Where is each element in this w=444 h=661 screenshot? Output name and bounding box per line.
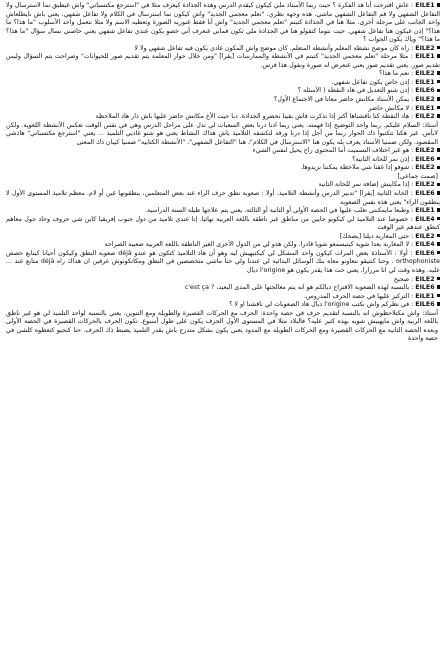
bullet-icon <box>437 54 440 57</box>
bullet-icon <box>437 208 440 211</box>
transcript-turn: EILE6 : في نظركم واش نكتب l'origine ديال هاد الصعوبات لي ناقشنا او لا ؟ <box>6 301 440 310</box>
transcript-turn: EILE6 : إذن نمر للخانة الثانية؟ <box>6 156 440 165</box>
speaker-label: EILE2 <box>415 70 435 78</box>
turn-text: عاش اقترحت أنا هذ الفكرة ؟ حيث ربما الأستاذ ملي كيكون كيقدم الدرس وهذه الجذاذة كيعرف مثلا في "استرجع مكتسباتي" واش غيطبق نما لاسترسال ولا التفاعل الشفهي ولا قم التفاعل الشفهي ماشي. هذه وجهة نظري. "تعلم معجمي الجديد" واش كيكون نما استرسال في الكلام ولا تفاعل شفهي. يعني باش نايطلعاش واحد الجانب على مرحلة أخرى. مثلا هنا في الجذاذة كتبتم "تعلم معجمي الجديد" واش أنا فقط غنوريه الصورة وتعطيه الاسم ولا مثلا نتعمل واحد الأسلوب "ما هذا؟ ما هذا؟" إذن غيكون هنا تفاعل شفهي. حيت نتوما كتقولو هنا في الجذاذة ملي تكون قماني غنعرف أني خصو يكون عندي تفاعل شفهي يعني خاصني نسال سؤال "ما هذا؟ ما هذا؟" وياك يكون الجواب ؟ <box>6 2 440 44</box>
turn-text: إذن شنو التعديل في هاد النقطة ( الأسئلة ؟ <box>297 87 410 95</box>
bullet-icon <box>437 183 440 186</box>
transcript-note <box>6 310 440 344</box>
bullet-icon <box>437 166 440 169</box>
bullet-icon <box>437 234 440 237</box>
speaker-label: EILE2 <box>415 164 435 172</box>
speaker-label: EILE6 <box>415 249 435 257</box>
transcript-turn: EILE2 : هاد النقطة كنا ناقشناها أكتر إذا تذكرت فاش بقينا نحضرو الجذاذة. دبا حيت الأخ مكانش حاضر عليها باش دار هاد الملاحظة <box>6 113 440 122</box>
turn-text: [صمت جماعي] <box>397 172 438 180</box>
speaker-label: EILE1 <box>415 78 435 86</box>
turn-text: شوفو إذا غقنا شي ملاحظة يمكننا نزيدوها. <box>300 164 410 172</box>
bullet-icon <box>437 46 440 49</box>
speaker-label: EILE6 <box>415 284 435 292</box>
bullet-icon <box>437 191 440 194</box>
bullet-icon <box>437 89 440 92</box>
speaker-label: EILE2 <box>415 96 435 104</box>
turn-text: إذن نمر للخانة الثانية؟ <box>352 155 410 163</box>
turn-text: نعم ما هذا؟ <box>379 70 410 78</box>
turn-text: التركيز عليها في حصة الحرف المدروس. <box>304 292 410 300</box>
transcript-turn: EILE2 : هو غير اختلاف التسميت أما المحتوى راح يحيل لنفس الشيء <box>6 147 440 156</box>
transcript-turn: EILE2 : صحيح <box>6 276 440 285</box>
transcript-turn: EILE2 : إذا مكاينش إضافة نمر للخانة الثانية <box>6 181 440 190</box>
speaker-label: EILE1 <box>415 2 435 9</box>
transcript-turn: EILE2 : شوفو إذا غقنا شي ملاحظة يمكننا نزيدوها. <box>6 164 440 173</box>
speaker-label: EILE4 <box>415 215 435 223</box>
turn-text: هو غير اختلاف التسميت أما المحتوى راح يحيل لنفس الشيء <box>252 147 410 155</box>
bullet-icon <box>437 302 440 305</box>
turn-text: صحيح <box>393 275 410 283</box>
speaker-label: EILE6 <box>415 301 435 309</box>
transcript-turn: EILE1 : عاش اقترحت أنا هذ الفكرة ؟ حيث ربما الأستاذ ملي كيكون كيقدم الدرس وهذه الجذاذة كيعرف مثلا في "استرجع مكتسباتي" واش غيطبق نما لاسترسال ولا التفاعل الشفهي ولا قم التفاعل الشفهي ماشي. هذه وجهة نظري. "تعلم معجمي الجديد" واش كيكون نما استرسال في الكلام ولا تفاعل شفهي. يعني باش نايطلعاش واحد الجانب على مرحلة أخرى. مثلا هنا في الجذاذة كتبتم "تعلم معجمي الجديد" واش أنا فقط غنوريه الصورة وتعطيه الاسم ولا مثلا نتعمل واحد الأسلوب "ما هذا؟ ما هذا؟" إذن غيكون هنا تفاعل شفهي. حيت نتوما كتقولو هنا في الجذاذة ملي تكون قماني غنعرف أني خصو يكون عندي تفاعل شفهي يعني خاصني نسال سؤال "ما هذا؟ ما هذا؟" وياك يكون الجواب ؟ <box>6 2 440 44</box>
speaker-label: EILE2 <box>415 113 435 121</box>
turn-text: يمكن الأستاذ مكانش حاضر معانا في الاجتماع الأول؟ <box>274 96 410 104</box>
transcript-note <box>6 122 440 148</box>
turn-text: مثلا مرحلة "تعلم معجمي الجديد" كتبتم في الأنشطة والممارسات [يقرا] "ومن خلال حوار المعلمة يتم تقديم صور للحيوانات" وصراحت يتم السؤال وليس تقديم صور. يعني تقديم صور يعني غنعرض له صورة ونقول هذا فرس. <box>6 53 440 69</box>
turn-text: أستاذ: واش مكتلاحظوش انه بالنسبة لتقديم حرف في حصة واحدة: الحرف مع الحركات القصيرة والطويلة ومع التنوين، يعني بالنسبة لواحد التلميذ لي هو غير ناطق باللغة الربية واش مايهبيش شويه بهذه كثير عليه؟ فالبلاد مثلا في المستوى الأول الحرف يكون على طول أسبوع. نكون الحرف بالحركات القصيرة في الحصة الأولى وبعده الحصة الثانية مع الحركات القصيرة ومع الحركات الطويلة مع المدود يعني يكون بشكل متدرج باش يقدر التلميذ يضبط ذك الحرف. حنا كنجيو كتعطوه كلشي في حصة واحدة <box>6 309 438 343</box>
transcript-turn: EILE2 : نعم ما هذا؟ <box>6 70 440 79</box>
speaker-label: EILE1 <box>415 292 435 300</box>
turn-text: راه كان موضح نشطة المعلم وأنشطة المتعلم. كان موضح واش المكون غادي يكون فيه تفاعل شفهي ولا لا <box>134 44 410 52</box>
bullet-icon <box>437 114 440 117</box>
speaker-label: EILE2 <box>415 44 435 52</box>
transcript-turn: EILE6 : أولا : الأستاذة بعض المرات كيكون واحد المشكل لي كيكتبهيش ليه وهو أن هاذ التلاميذ كتكون هو عندو déjà صعوبة النطق وكيكون أحيانا كيتابع حصص orthophoniste . وحنا كنتيقو نتعاونو معاه بنك الوسائل البدائية لي عندنا ولي حنا ماشي متخصصين في النطق ومكانكونوش عرفين ان هداك راه déjà متابع عند ... عليه. وهذه وقت لي انا مررارا. يعني حت هذا يقدر يكون هو l'origine ديال <box>6 249 440 274</box>
transcript-note <box>6 173 440 182</box>
speaker-label: EILE4 <box>415 241 435 249</box>
speaker-label: EILE1 <box>415 207 435 215</box>
transcript-turn: EILE6 : إذن شنو التعديل في هاد النقطة ( الأسئلة ؟ <box>6 87 440 96</box>
speaker-label: EILE1 <box>415 104 435 112</box>
bullet-icon <box>437 294 440 297</box>
turn-text: الخانة الثانية [يقرا] "تدبير الدرس وأنشطة التلاميذ. أولا : صعوبة نطق حرف الراء عند بعض المتعلمين، ينطقونها غين أو لام. معظم تلاميذ المستوى الأول لا ينطقون الراء" يعني هذه نفس الصعوبة <box>6 190 440 206</box>
turn-text: إذا مكاينش إضافة نمر للخانة الثانية <box>318 181 410 189</box>
turn-text: إذن خاص يكون تفاعل شفهي. <box>331 78 410 86</box>
turn-text: بالنسبة لهذه الصعوبة الاقتراح ديالكم هو انه يتم معالجتها على المدى البعيد، ? c'est ça <box>184 284 410 292</box>
bullet-icon <box>437 217 440 220</box>
bullet-icon <box>437 97 440 100</box>
speaker-label: EILE2 <box>415 232 435 240</box>
transcript-turn: EILE4 : خصوصا عند التلاميذ لي كيكونو جايين من مناطق غير ناطقة باللغة العربية نهائيا. إنا عندي تلاميذ من دول جنوب إفريقيا كاين شي حروف وخاد حول معاهم كنطق عندهم غير الوقت <box>6 215 440 232</box>
speaker-label: EILE2 <box>415 181 435 189</box>
speaker-label: EILE6 <box>415 190 435 198</box>
turn-text: في نظركم واش نكتب l'origine ديال هاد الصعوبات لي ناقشنا او لا ؟ <box>229 301 410 309</box>
bullet-icon <box>437 71 440 74</box>
bullet-icon <box>437 277 440 280</box>
speaker-label: EILE6 <box>415 155 435 163</box>
bullet-icon <box>437 251 440 254</box>
bullet-icon <box>437 285 440 288</box>
speaker-label: EILE6 <box>415 87 435 95</box>
bullet-icon <box>437 3 440 6</box>
speaker-label: EILE1 <box>415 53 435 61</box>
transcript-turn: EILE1 : مثلا مرحلة "تعلم معجمي الجديد" كتبتم في الأنشطة والممارسات [يقرا] "ومن خلال حوار المعلمة يتم تقديم صور للحيوانات" وصراحت يتم السؤال وليس تقديم صور. يعني تقديم صور يعني غنعرض له صورة ونقول هذا فرس. <box>6 53 440 69</box>
transcript-turn: EILE1 : لا مكانش حاضر <box>6 105 440 114</box>
transcript-turn: EILE1 : وطبعا مايمكنتي تغلب عليها في الحصة الأولى أو الثانية أو الثالثة. يعني يتم علاجها طيلة السنة الدراسية. <box>6 207 440 216</box>
transcript-turn: EILE2 : يمكن الأستاذ مكانش حاضر معانا في الاجتماع الأول؟ <box>6 96 440 105</box>
transcript-turn: EILE2 : حتى المغاربة ديلنا [يضحك] <box>6 233 440 242</box>
bullet-icon <box>437 157 440 160</box>
transcript-turn: EILE2 : راه كان موضح نشطة المعلم وأنشطة المتعلم. كان موضح واش المكون غادي يكون فيه تفاعل شفهي ولا لا <box>6 45 440 54</box>
transcript-turn: EILE6 : الخانة الثانية [يقرا] "تدبير الدرس وأنشطة التلاميذ. أولا : صعوبة نطق حرف الراء عند بعض المتعلمين، ينطقونها غين أو لام. معظم تلاميذ المستوى الأول لا ينطقون الراء" يعني هذه نفس الصعوبة <box>6 190 440 206</box>
turn-text: لا المغاربة بعدا شوية كيتيسمعو شويا قادرا. ولكن هذو لي من الدول الأخرى الغير الناطقة باللغة العربية صعيبة الصراحة <box>104 241 410 249</box>
turn-text: هاد النقطة كنا ناقشناها أكتر إذا تذكرت فاش بقينا نحضرو الجذاذة. دبا حيت الأخ مكانش حاضر عليها باش دار هاد الملاحظة <box>95 113 410 121</box>
bullet-icon <box>437 242 440 245</box>
transcript-turn: EILE4 : لا المغاربة بعدا شوية كيتيسمعو شويا قادرا. ولكن هذو لي من الدول الأخرى الغير الناطقة باللغة العربية صعيبة الصراحة <box>6 241 440 250</box>
turn-text: حتى المغاربة ديلنا [يضحك] <box>339 232 410 240</box>
speaker-label: EILE2 <box>415 275 435 283</box>
speaker-label: EILE2 <box>415 147 435 155</box>
bullet-icon <box>437 80 440 83</box>
transcript-turn: EILE1 : التركيز عليها في حصة الحرف المدروس. <box>6 293 440 302</box>
bullet-icon <box>437 148 440 151</box>
transcript-turn: EILE6 : بالنسبة لهذه الصعوبة الاقتراح ديالكم هو انه يتم معالجتها على المدى البعيد، ? c'est ça <box>6 284 440 293</box>
turn-text: لا مكانش حاضر <box>368 104 410 112</box>
turn-text: خصوصا عند التلاميذ لي كيكونو جايين من مناطق غير ناطقة باللغة العربية نهائيا. إنا عندي تلاميذ من دول جنوب إفريقيا كاين شي حروف وخاد حول معاهم كنطق عندهم غير الوقت <box>6 215 440 232</box>
bullet-icon <box>437 106 440 109</box>
turn-text: أستاذ: السلام عليكم. ربما واحد التوضيح إذا فهمته. يعني ربما ادنا درنا بعض السعبات لي تدل على مراحل الدرس وهي في نفس الوقت تعكس الأنشطة اللغوية. ولكن لابأس. غير هكنا نتكتبوا ذك الحوار ربما من أجل إذا درنا ورقة لتكشفه التلاميذ باش هذاك النشاط يعني هو شنو غاديي التلميذ ... يعني "استرجع مكتسباتي" هاذشي المقصود. ولكن ضمنيا الأستاذ يعرف بله يكون هنا "الاسترسال في الكلام"، هنا "التفاعل الشفهي"، "الأنشطة الكتابية" ضمنيا كيبان ذك المعنى <box>6 121 438 146</box>
turn-text: أولا : الأستاذة بعض المرات كيكون واحد المشكل لي كيكتبهيش ليه وهو أن هاذ التلاميذ كتكون هو عندو déjà صعوبة النطق وكيكون أحيانا كيتابع حصص orthophoniste . وحنا كنتيقو نتعاونو معاه بنك الوسائل البدائية لي عندنا ولي حنا ماشي متخصصين في النطق ومكانكونوش عرفين ان هداك راه déjà متابع عند ... عليه. وهذه وقت لي انا مررارا. يعني حت هذا يقدر يكون هو l'origine ديال <box>6 249 440 274</box>
turn-text: وطبعا مايمكنتي تغلب عليها في الحصة الأولى أو الثانية أو الثالثة. يعني يتم علاجها طيلة السنة الدراسية. <box>144 207 410 215</box>
transcript-turn: EILE1 : إذن خاص يكون تفاعل شفهي. <box>6 79 440 88</box>
